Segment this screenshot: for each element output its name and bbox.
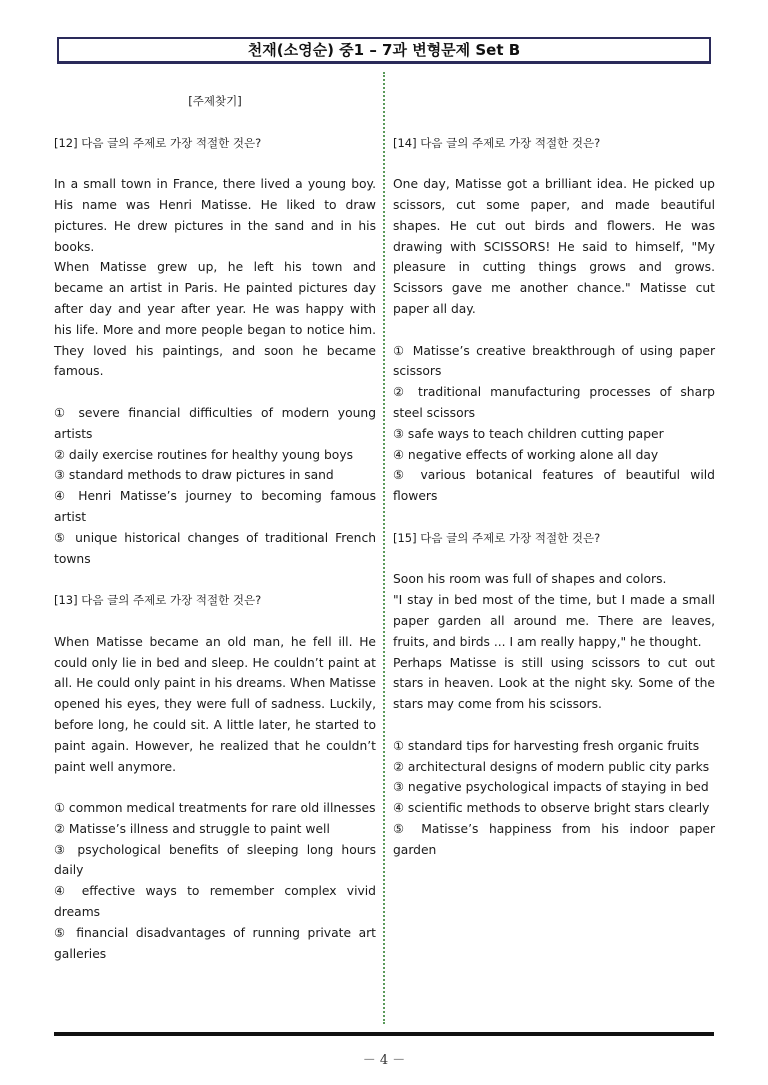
passage-paragraph: Soon his room was full of shapes and colors. [393,572,667,587]
answer-option[interactable]: ② architectural designs of modern public city parks [393,759,710,774]
passage-paragraph: In a small town in France, there lived a young boy. His name was Henri Matisse. He liked to draw pictures. He drew pictures in the sand and in his books. [54,177,376,254]
answer-options [393,736,715,861]
answer-option[interactable]: ③ standard methods to draw pictures in sand [54,468,334,483]
question-header: [12] 다음 글의 주제로 가장 적절한 것은? [54,135,262,150]
footer-rule [54,1032,714,1036]
answer-option[interactable]: ④ scientific methods to observe bright stars clearly [393,801,710,816]
answer-option[interactable]: ③ psychological benefits of sleeping long hours daily [54,842,376,878]
passage-paragraph: One day, Matisse got a brilliant idea. He picked up scissors, cut some paper, and made beautiful shapes. He cut out birds and flowers. He was drawing with SCISSORS! He said to himself, "My pleasure in cutting things grows and grows. Scissors gave me another chance." Matisse cut paper all day. [393,177,715,316]
answer-options [54,798,376,964]
answer-option[interactable]: ② daily exercise routines for healthy young boys [54,447,354,462]
page-number: － 4 － [362,1053,406,1068]
answer-option[interactable]: ④ negative effects of working alone all day [393,447,659,462]
answer-option[interactable]: ⑤ unique historical changes of traditional French towns [54,530,376,566]
answer-option[interactable]: ② traditional manufacturing processes of sharp steel scissors [393,385,715,420]
question-13 [54,590,376,964]
passage-paragraph: "I stay in bed most of the time, but I made a small paper garden all around me. There are leaves, fruits, and birds ... I am really happy," he thought. [393,593,715,649]
answer-option[interactable]: ② Matisse’s illness and struggle to paint well [54,821,330,836]
passage [393,569,715,715]
question-header: [15] 다음 글의 주제로 가장 적절한 것은? [393,530,601,545]
question-15 [393,528,715,861]
answer-options [393,341,715,507]
passage [393,174,715,320]
answer-option[interactable]: ⑤ Matisse’s happiness from his indoor paper garden [393,821,715,857]
section-label: [주제찾기] [188,94,242,108]
question-12 [54,133,376,570]
answer-option[interactable]: ① standard tips for harvesting fresh organic fruits [393,738,700,753]
answer-option[interactable]: ③ safe ways to teach children cutting paper [393,426,664,441]
answer-options [54,403,376,569]
answer-option[interactable]: ① severe financial difficulties of modern young artists [54,405,376,441]
question-header: [14] 다음 글의 주제로 가장 적절한 것은? [393,135,601,150]
passage [54,174,376,382]
answer-option[interactable]: ⑤ financial disadvantages of running private art galleries [54,925,376,961]
answer-option[interactable]: ① common medical treatments for rare old illnesses [54,801,376,816]
passage-paragraph: When Matisse became an old man, he fell ill. He could only lie in bed and sleep. He couldn’t paint at all. He could only paint in his dreams. When Matisse opened his eyes, they were full of sadness. Luckily, before long, he could sit. A little later, he started to paint again. However, he realized that he couldn’t paint well anymore. [54,634,376,774]
right-column [393,72,715,860]
question-header: [13] 다음 글의 주제로 가장 적절한 것은? [54,593,262,608]
page-title-box [57,37,711,64]
page-title: 천재(소영순) 중1 – 7과 변형문제 Set B [247,41,521,59]
passage [54,632,376,778]
left-column [54,72,376,964]
passage-paragraph: Perhaps Matisse is still using scissors to cut out stars in heaven. Look at the night sky. Some of the stars may come from his scissors. [393,655,715,712]
passage-paragraph: When Matisse grew up, he left his town and became an artist in Paris. He painted pictures day after day and year after year. He was happy with his life. More and more people began to notice him. They loved his paintings, and soon he became famous. [54,260,376,379]
answer-option[interactable]: ① Matisse’s creative breakthrough of using paper scissors [393,343,715,379]
column-divider [383,72,385,1024]
answer-option[interactable]: ④ effective ways to remember complex vivid dreams [54,884,376,920]
answer-option[interactable]: ③ negative psychological impacts of staying in bed [393,780,709,795]
answer-option[interactable]: ④ Henri Matisse’s journey to becoming famous artist [54,489,376,524]
question-14 [393,133,715,507]
answer-option[interactable]: ⑤ various botanical features of beautiful wild flowers [393,468,715,504]
